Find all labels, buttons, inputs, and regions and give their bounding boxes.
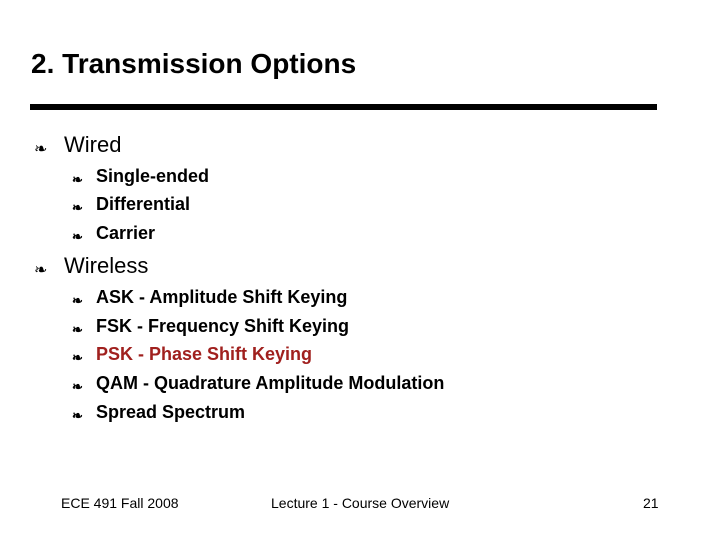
- sub-bullet-item: [72, 372, 632, 394]
- sub-bullet-label: ASK - Amplitude Shift Keying: [96, 287, 348, 307]
- sub-bullet-item-highlighted: [72, 343, 572, 365]
- sub-bullet-label: Spread Spectrum: [96, 402, 246, 422]
- bullet-icon: ❧: [72, 229, 83, 244]
- sub-bullet-item: [72, 401, 572, 423]
- bullet-icon: ❧: [72, 293, 83, 308]
- bullet-icon: ❧: [72, 408, 83, 423]
- sub-bullet-label: Carrier: [96, 223, 156, 243]
- sub-bullet-item: [72, 286, 572, 308]
- bullet-item-wired: [34, 132, 334, 158]
- footer-lecture-title: Lecture 1 - Course Overview: [271, 495, 450, 511]
- sub-bullet-item: [72, 193, 472, 215]
- sub-bullet-label: QAM - Quadrature Amplitude Modulation: [96, 373, 445, 393]
- bullet-icon: ❧: [72, 350, 83, 365]
- bullet-label: Wireless: [64, 253, 149, 278]
- bullet-icon: ❧: [72, 200, 83, 215]
- slide-title: 2. Transmission Options: [31, 48, 357, 79]
- sub-bullet-item: [72, 165, 472, 187]
- sub-bullet-label: Differential: [96, 194, 191, 214]
- bullet-icon: ❧: [72, 322, 83, 337]
- bullet-icon: ❧: [72, 379, 83, 394]
- bullet-icon: ❧: [34, 262, 48, 279]
- footer-course: ECE 491 Fall 2008: [61, 495, 179, 511]
- sub-bullet-label: FSK - Frequency Shift Keying: [96, 316, 350, 336]
- sub-bullet-label: PSK - Phase Shift Keying: [96, 344, 313, 364]
- title-divider: [30, 104, 657, 110]
- bullet-icon: ❧: [34, 141, 48, 158]
- sub-bullet-item: [72, 315, 572, 337]
- bullet-icon: ❧: [72, 172, 83, 187]
- sub-bullet-label: Single-ended: [96, 166, 210, 186]
- sub-bullet-item: [72, 222, 472, 244]
- footer-page-number: 21: [643, 495, 659, 511]
- bullet-label: Wired: [64, 132, 122, 157]
- bullet-item-wireless: [34, 253, 334, 279]
